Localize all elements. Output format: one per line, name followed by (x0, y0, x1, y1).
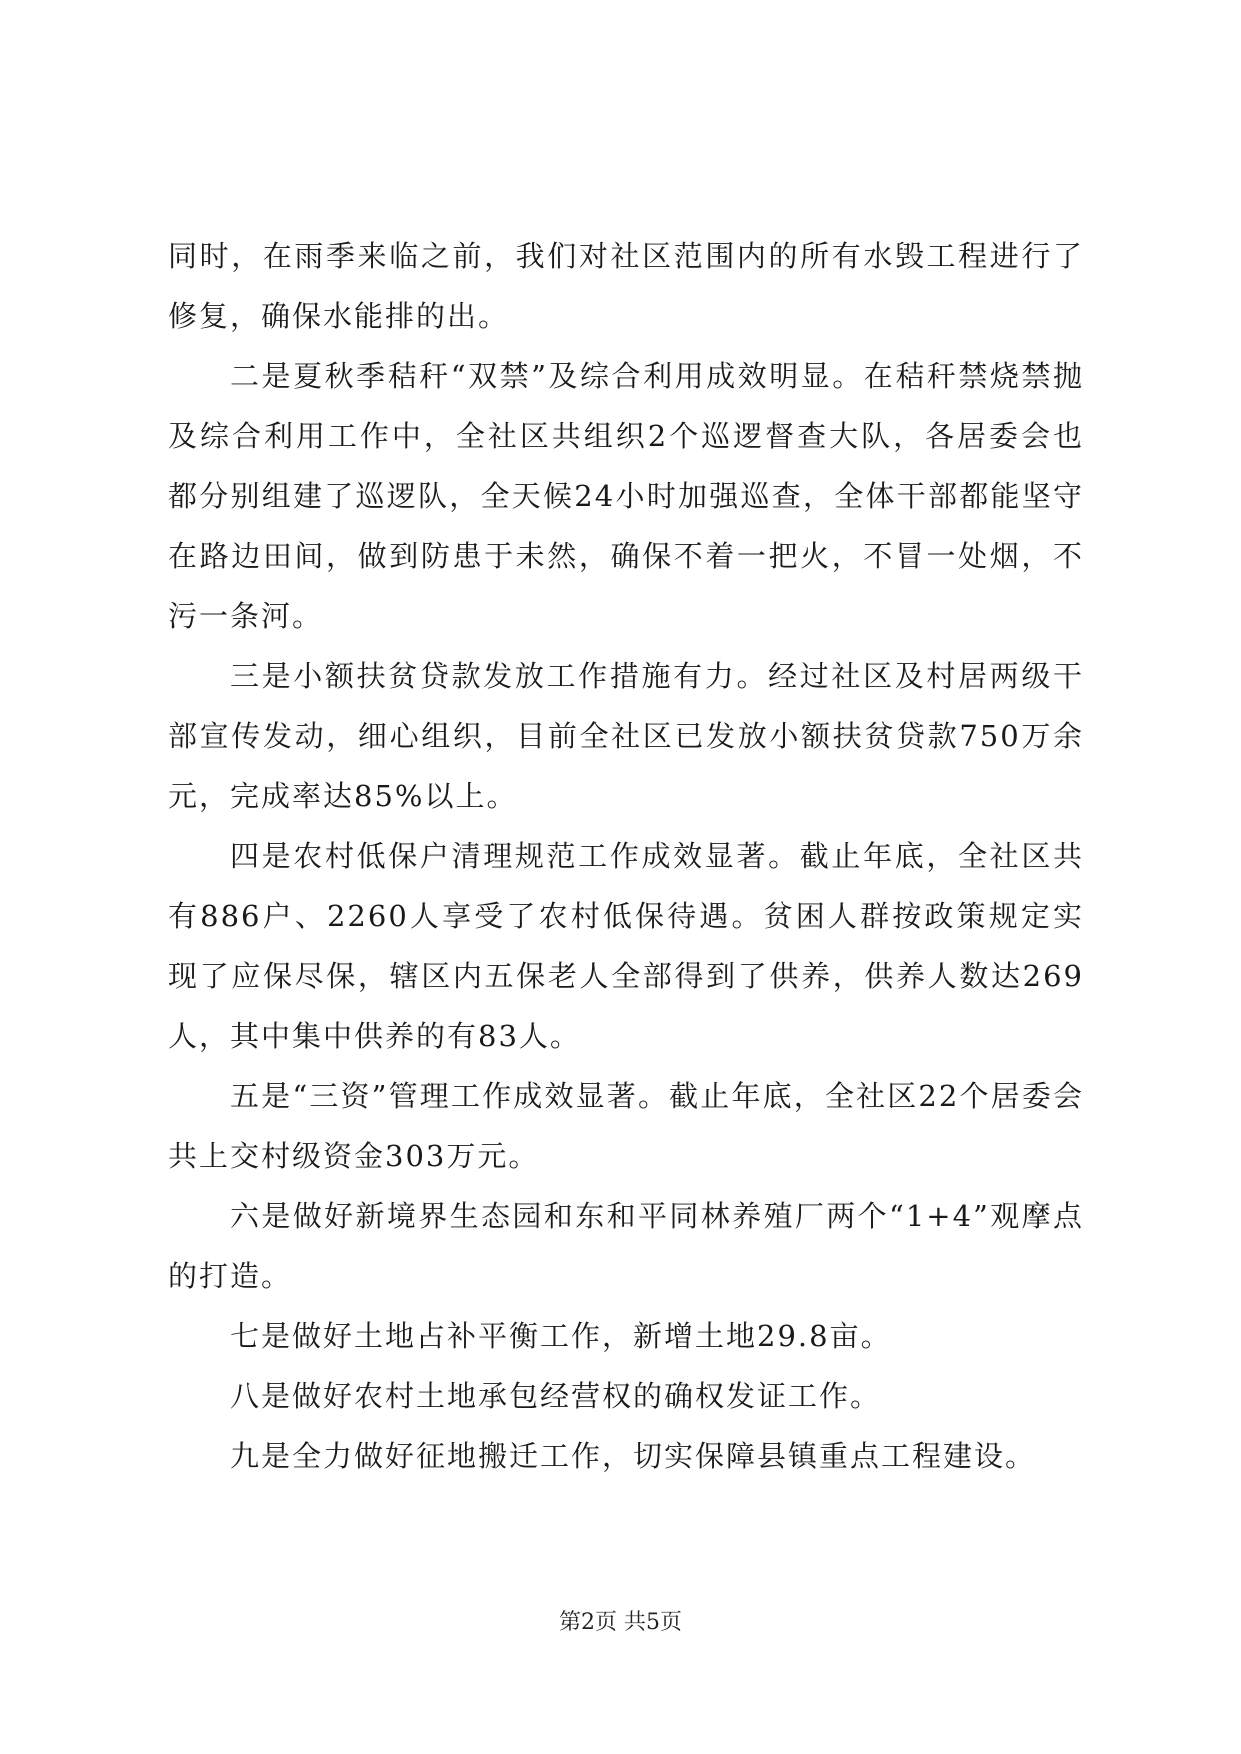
paragraph-item-5: 五是“三资”管理工作成效显著。截止年底，全社区22个居委会共上交村级资金303万元。 (168, 1079, 1084, 1173)
paragraph-item-2: 二是夏秋季秸秆“双禁”及综合利用成效明显。在秸秆禁烧禁抛及综合利用工作中，全社区共组织2个巡逻督查大队，各居委会也都分别组建了巡逻队，全天候24小时加强巡查，全体干部都能坚守在路边田间，做到防患于未然，确保不着一把火，不冒一处烟，不污一条河。 (168, 359, 1084, 633)
paragraph-item-6: 六是做好新境界生态园和东和平同林养殖厂两个“1+4”观摩点的打造。 (168, 1199, 1084, 1293)
paragraph-item-8: 八是做好农村土地承包经营权的确权发证工作。 (230, 1379, 882, 1413)
document-body (168, 226, 1084, 1486)
paragraph-item-7: 七是做好土地占补平衡工作，新增土地29.8亩。 (230, 1319, 892, 1353)
paragraph-item-9: 九是全力做好征地搬迁工作，切实保障县镇重点工程建设。 (230, 1439, 1037, 1473)
page-number-footer: 第2页 共5页 (559, 1610, 682, 1635)
paragraph-item-4: 四是农村低保户清理规范工作成效显著。截止年底，全社区共有886户、2260人享受了农村低保待遇。贫困人群按政策规定实现了应保尽保，辖区内五保老人全部得到了供养，供养人数达269人，其中集中供养的有83人。 (168, 839, 1084, 1053)
paragraph-item-3: 三是小额扶贫贷款发放工作措施有力。经过社区及村居两级干部宣传发动，细心组织，目前全社区已发放小额扶贫贷款750万余元，完成率达85%以上。 (168, 659, 1084, 813)
paragraph-continuation: 同时，在雨季来临之前，我们对社区范围内的所有水毁工程进行了修复，确保水能排的出。 (168, 239, 1084, 333)
